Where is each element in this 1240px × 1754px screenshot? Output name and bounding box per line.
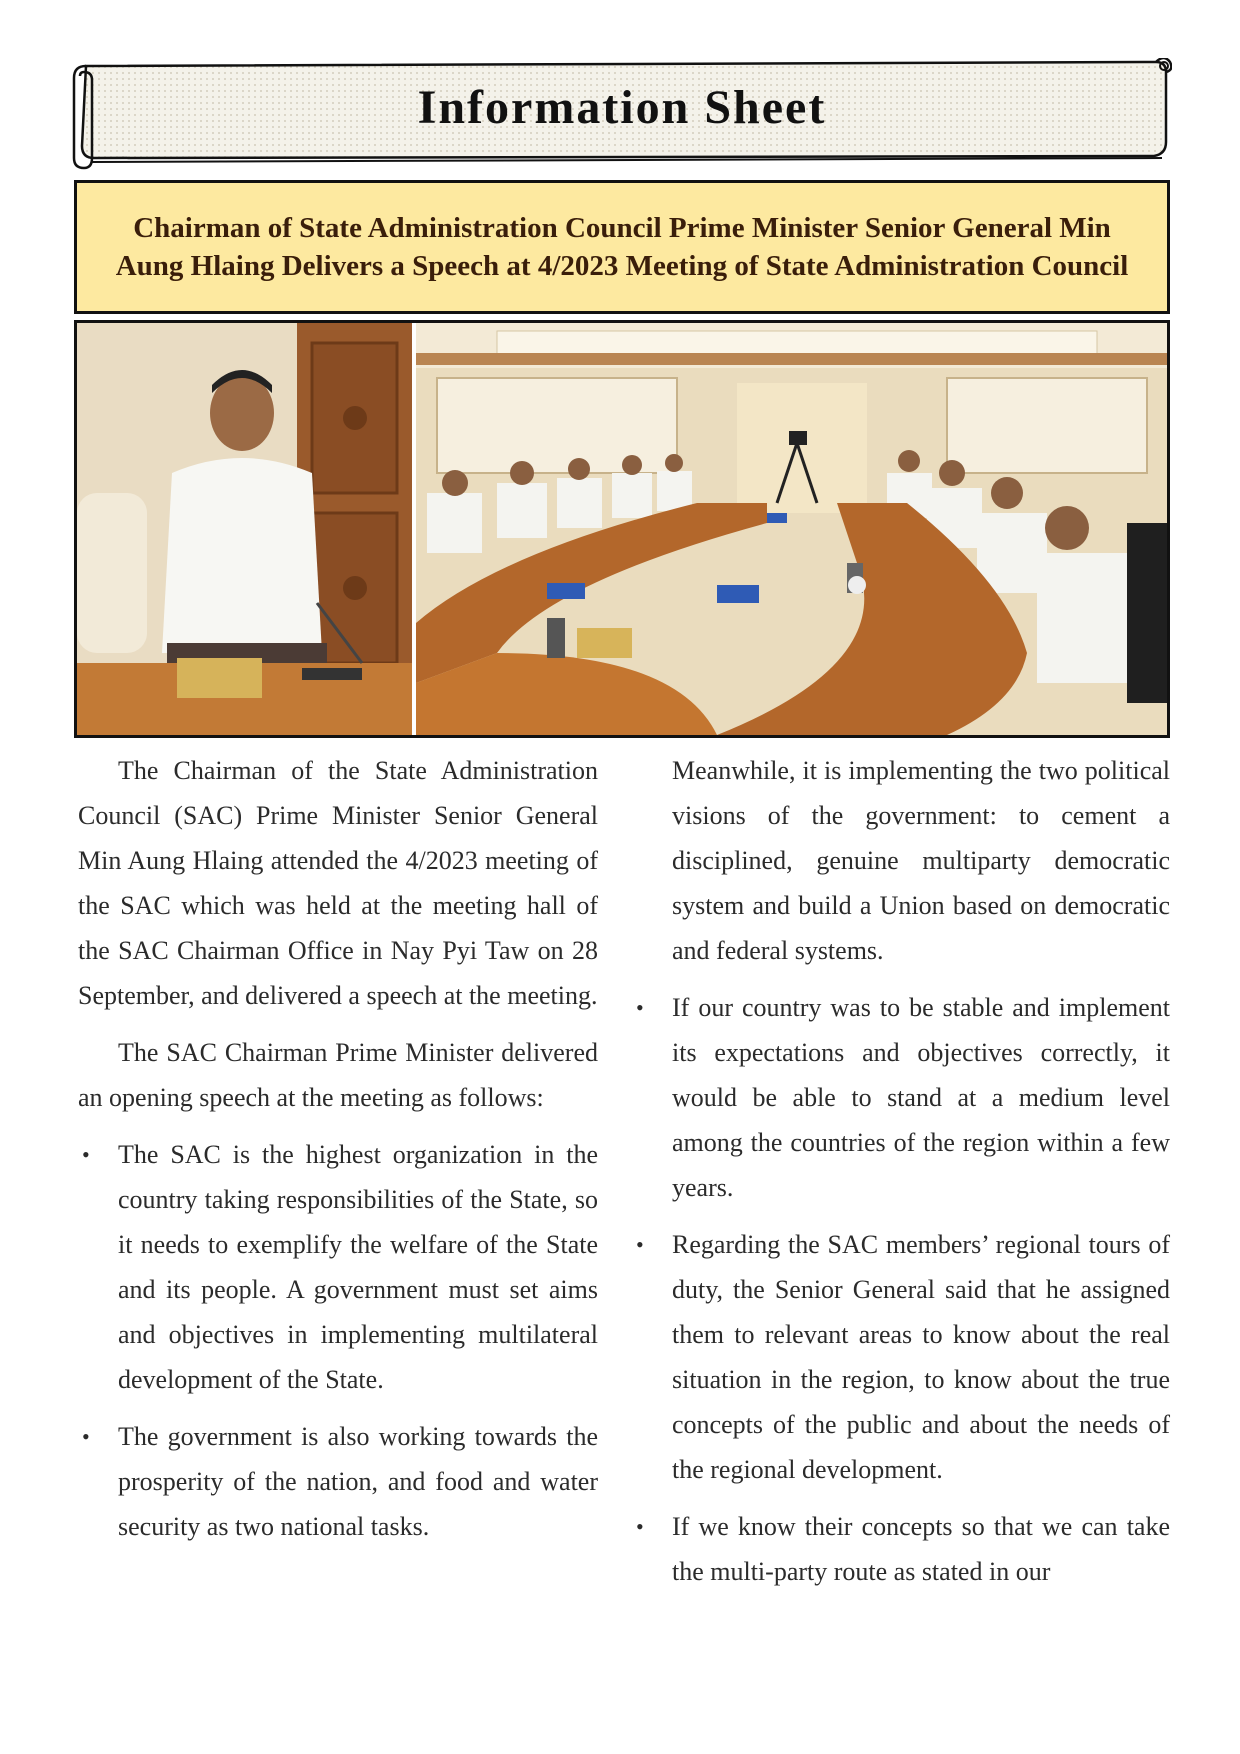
bullet-icon: • [636, 995, 644, 1020]
list-item [632, 1504, 1170, 1594]
list-item [78, 1132, 598, 1402]
list-item [78, 1414, 598, 1549]
left-column [78, 748, 598, 1561]
headline-text: Chairman of State Administration Council Prime Minister Senior General Min Aung Hlaing Delivers a Speech at 4/2023 Meeting of State Administration Council [115, 212, 1129, 282]
speaker-standing-photo [77, 323, 412, 735]
list-item-text: The government is also working towards the prosperity of the nation, and food and water security as two national tasks. [118, 1422, 598, 1541]
bullet-icon: • [82, 1142, 90, 1167]
list-item-text: Regarding the SAC members’ regional tours of duty, the Senior General said that he assigned them to relevant areas to know about the real situation in the region, to know about the true concepts of the public and about the needs of the regional development. [672, 1230, 1170, 1484]
right-column [636, 748, 1170, 1606]
title-banner [72, 58, 1172, 170]
bullet-icon: • [636, 1232, 644, 1257]
news-photo [74, 320, 1170, 738]
list-item [632, 985, 1170, 1210]
right-bullet-list [632, 985, 1170, 1594]
left-bullet-list [78, 1132, 598, 1549]
meeting-hall-photo [416, 323, 1167, 735]
list-item-text: If our country was to be stable and implement its expectations and objectives correctly, it would be able to stand at a medium level among the countries of the region within a few years. [672, 993, 1170, 1202]
opening-paragraph: The SAC Chairman Prime Minister delivered an opening speech at the meeting as follows: [78, 1038, 598, 1112]
list-item [632, 1222, 1170, 1492]
meeting-photo-illustration [77, 323, 1167, 735]
continuation-paragraph: Meanwhile, it is implementing the two political visions of the government: to cement a disciplined, genuine multiparty democratic system and build a Union based on democratic and federal systems. [672, 756, 1170, 965]
list-item-text: If we know their concepts so that we can take the multi-party route as stated in our [672, 1512, 1170, 1586]
bullet-icon: • [636, 1514, 644, 1539]
bullet-icon: • [82, 1424, 90, 1449]
intro-paragraph: The Chairman of the State Administration Council (SAC) Prime Minister Senior General Min Aung Hlaing attended the 4/2023 meeting of the SAC which was held at the meeting hall of the SAC Chairman Office in Nay Pyi Taw on 28 September, and delivered a speech at the meeting. [78, 756, 598, 1010]
list-item-text: The SAC is the highest organization in the country taking responsibilities of the State, so it needs to exemplify the welfare of the State and its people. A government must set aims and objectives in implementing multilateral development of the State. [118, 1140, 598, 1394]
headline-box [74, 180, 1170, 314]
page-title: Information Sheet [417, 81, 827, 134]
